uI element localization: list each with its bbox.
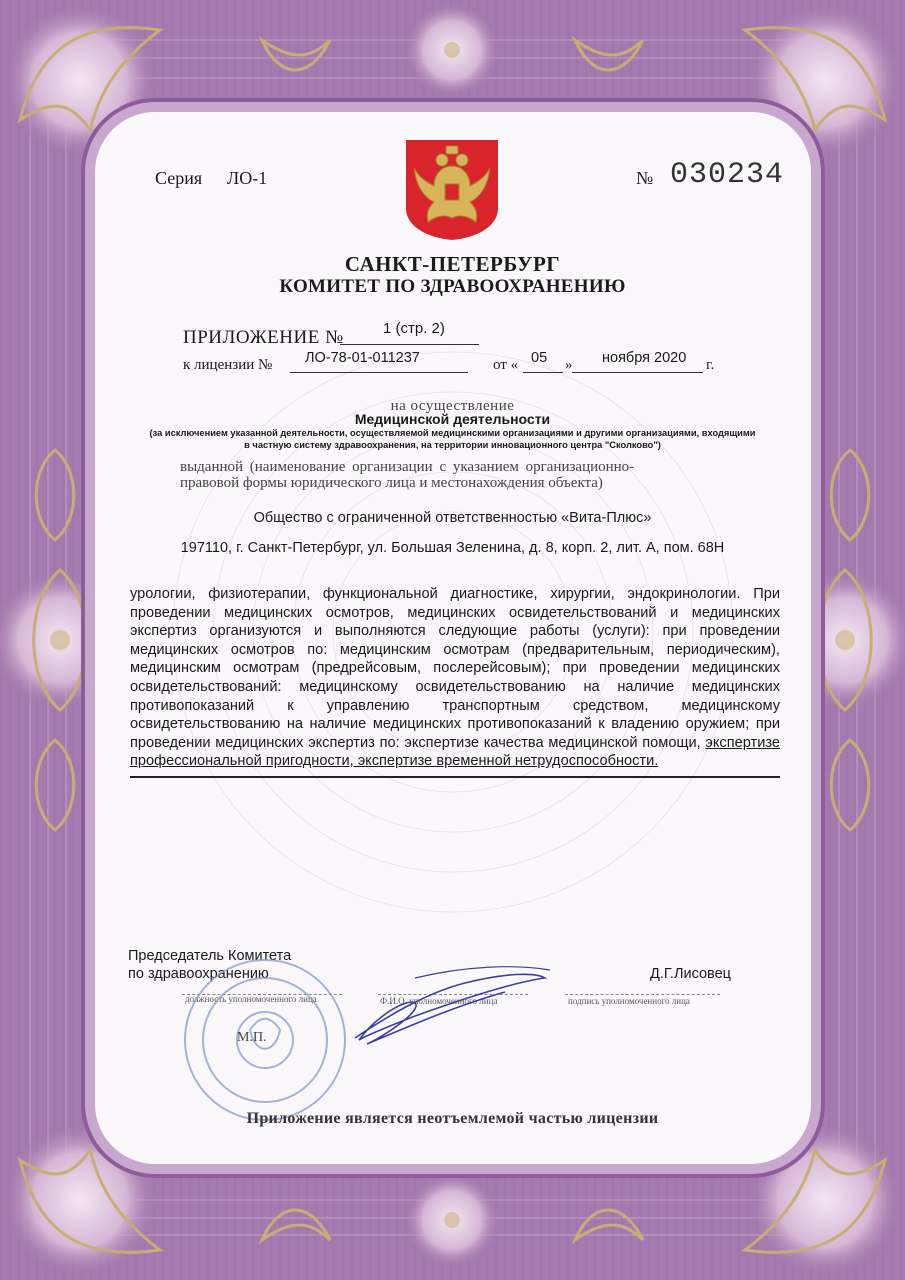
activity-line1: на осуществление xyxy=(390,398,515,414)
activity-line2: Медицинской деятельности xyxy=(354,411,551,427)
appendix-label: ПРИЛОЖЕНИЕ № xyxy=(183,327,344,348)
authority-committee: КОМИТЕТ ПО ЗДРАВООХРАНЕНИЮ xyxy=(279,276,626,297)
appendix-underline xyxy=(340,344,479,345)
caption-position: должность уполномоченного лица xyxy=(185,994,317,1004)
license-underline xyxy=(290,372,468,373)
handwritten-signature-icon xyxy=(345,958,555,1048)
series-value: ЛО-1 xyxy=(227,168,268,188)
activity-note-line1: (за исключением указанной деятельности, осуществляемой медицинскими организациями и другими организациями, входящими xyxy=(149,428,756,438)
signer-position-line2: по здравоохранению xyxy=(128,966,269,982)
issued-line1: выданной (наименование организации с указанием организационно- xyxy=(180,459,635,475)
signer-position-line1: Председатель Комитета xyxy=(128,948,292,964)
license-value: ЛО-78-01-011237 xyxy=(305,350,420,366)
number-label: № xyxy=(636,168,654,188)
organization-address: 197110, г. Санкт-Петербург, ул. Большая Зеленина, д. 8, корп. 2, лит. А, пом. 68Н xyxy=(180,540,725,556)
date-close: » xyxy=(565,357,573,373)
footer-note: Приложение является неотъемлемой частью лицензии xyxy=(246,1110,659,1127)
date-suffix: г. xyxy=(706,357,715,373)
caption-signature: подпись уполномоченного лица xyxy=(568,996,690,1006)
appendix-value: 1 (стр. 2) xyxy=(383,320,445,337)
coat-of-arms-icon xyxy=(404,138,500,242)
licensed-services-text xyxy=(130,585,780,771)
authority-city: САНКТ-ПЕТЕРБУРГ xyxy=(344,252,561,276)
caption-fio: Ф.И.О. уполномоченного лица xyxy=(380,996,498,1006)
series-label: Серия xyxy=(155,168,203,188)
date-month-year: ноября 2020 xyxy=(602,350,687,366)
organization-name: Общество с ограниченной ответственностью «Вита-Плюс» xyxy=(253,510,652,526)
activity-note-line2: в частную систему здравоохранения, на территории инновационного центра "Сколково") xyxy=(244,440,661,450)
license-label: к лицензии № xyxy=(183,357,273,373)
body-end-rule xyxy=(130,776,780,778)
signer-name: Д.Г.Лисовец xyxy=(650,966,731,982)
issued-line2: правовой формы юридического лица и местонахождения объекта) xyxy=(180,475,603,491)
date-month-underline xyxy=(572,372,703,373)
number-value: 030234 xyxy=(670,158,785,192)
date-day-underline xyxy=(523,372,563,373)
signature-caption-line xyxy=(565,994,720,995)
date-from: от « xyxy=(493,357,519,373)
services-text: урологии, физиотерапии, функциональной диагностике, хирургии, эндокринологии. При проведении медицинских осмотров, медицинских освидетельствований и медицинских экспертиз организуются и выполняются следующие работы (услуги): при проведении медицинских осмотров по: медицинским осмотрам (предварительным, периодическим), медицинским осмотрам (предрейсовым, послерейсовым); при проведении медицинских освидетельствований: медицинскому освидетельствованию на наличие медицинских противопоказаний к управлению транспортным средством, медицинскому освидетельствованию на наличие медицинских противопоказаний к владению оружием; при проведении медицинских экспертиз по: экспертизе качества медицинской помощи, xyxy=(130,586,780,751)
date-day: 05 xyxy=(531,350,548,366)
services-last-line: экспертизе профессиональной пригодности, экспертизе временной нетрудоспособности. xyxy=(130,734,780,770)
stamp-place: М.П. xyxy=(237,1030,267,1045)
